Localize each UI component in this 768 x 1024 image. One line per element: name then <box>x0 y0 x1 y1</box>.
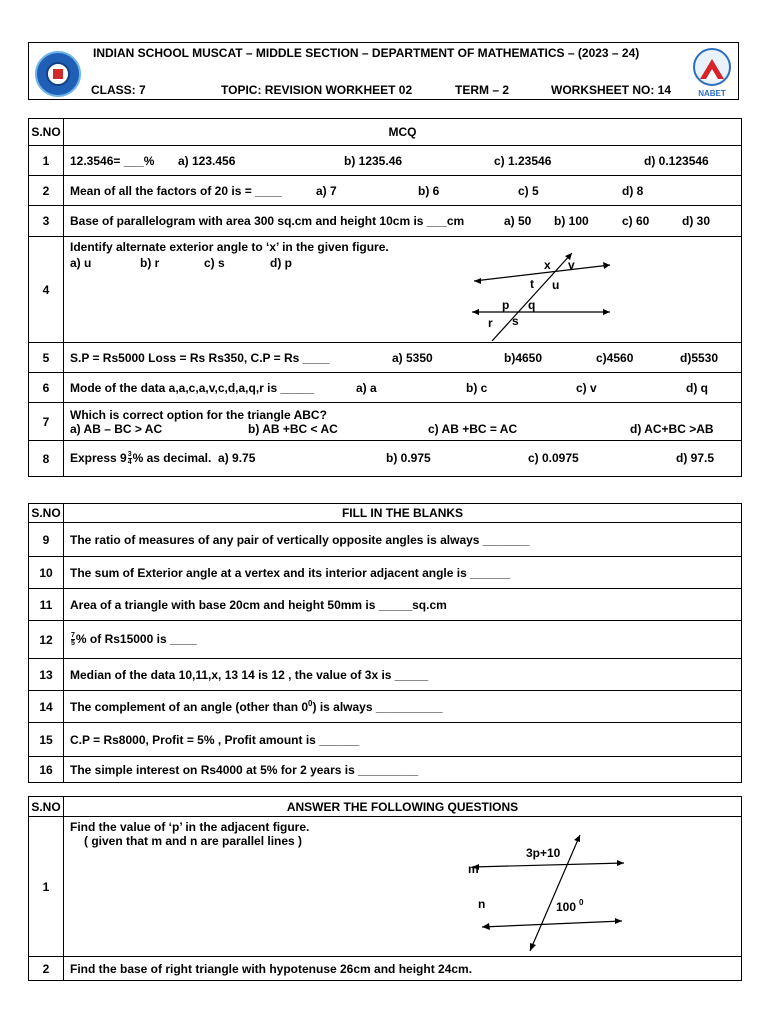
label-r: r <box>488 316 493 330</box>
transversal-figure <box>468 251 618 341</box>
class-label: CLASS: 7 <box>91 83 146 97</box>
answer-table <box>28 796 742 981</box>
topic-label: TOPIC: REVISION WORKHEET 02 <box>221 83 413 97</box>
table-row: 3 Base of parallelogram with area 300 sq.cm and height 10cm is ___cm a) 50 b) 100 c) 60 d) 30 <box>29 206 742 237</box>
table-row: 9 The ratio of measures of any pair of vertically opposite angles is always _______ <box>29 523 742 557</box>
table-row: 7 Which is correct option for the triangle ABC? a) AB – BC > AC b) AB +BC < AC c) AB +BC = AC d) AC+BC >AB <box>29 403 742 441</box>
label-p: p <box>502 298 510 312</box>
label-q: q <box>528 298 536 312</box>
table-row: 16 The simple interest on Rs4000 at 5% for 2 years is _________ <box>29 757 742 783</box>
sno-header: S.NO <box>29 504 64 523</box>
fill-title: FILL IN THE BLANKS <box>64 504 742 523</box>
table-row: 4 Identify alternate exterior angle to ‘x’ in the given figure. a) u b) r c) s d) p x v t u p q r s <box>29 237 742 343</box>
label-x: x <box>544 258 551 272</box>
sno-header: S.NO <box>29 119 64 146</box>
label-s: s <box>512 314 519 328</box>
term-label: TERM – 2 <box>455 83 510 97</box>
table-row: 15 C.P = Rs8000, Profit = 5% , Profit amount is ______ <box>29 723 742 757</box>
table-row: 12 $\frac{7}{5}$ % of Rs15000 is ____ <box>29 621 742 659</box>
mcq-title: MCQ <box>64 119 742 146</box>
table-row: 5 S.P = Rs5000 Loss = Rs Rs350, C.P = Rs ____ a) 5350 b)4650 c)4560 d)5530 <box>29 343 742 373</box>
table-row: 1 12.3546= ___% a) 123.456 b) 1235.46 c) 1.23546 d) 0.123546 <box>29 146 742 176</box>
table-row: 1 Find the value of ‘p’ in the adjacent figure. ( given that m and n are parallel lines ) 3p+10 m n 100 0 <box>29 817 742 957</box>
table-row: 10 The sum of Exterior angle at a vertex and its interior adjacent angle is ______ <box>29 557 742 589</box>
label-u: u <box>552 278 560 292</box>
table-row: 2 Find the base of right triangle with hypotenuse 26cm and height 24cm. <box>29 957 742 981</box>
table-row: 8 Express 9 $\frac{3}{4}$ % as decimal. a) 9.75 b) 0.975 c) 0.0975 d) 97.5 <box>29 441 742 477</box>
parallel-lines-figure <box>468 829 634 953</box>
table-row: 11 Area of a triangle with base 20cm and height 50mm is _____sq.cm <box>29 589 742 621</box>
table-row: 2 Mean of all the factors of 20 is = ____ a) 7 b) 6 c) 5 d) 8 <box>29 176 742 206</box>
worksheet-header <box>28 42 739 100</box>
worksheet-number: WORKSHEET NO: 14 <box>551 83 672 97</box>
table-row: 14 The complement of an angle (other than $0^0$) is always __________ <box>29 691 742 723</box>
label-n: n <box>478 897 486 911</box>
label-t: t <box>530 277 534 291</box>
label-m: m <box>468 862 479 876</box>
fill-blanks-table <box>28 503 742 783</box>
label-degree: 0 <box>579 898 584 907</box>
label-v: v <box>568 258 575 272</box>
answer-title: ANSWER THE FOLLOWING QUESTIONS <box>64 797 742 817</box>
nabet-logo-text: NABET <box>698 89 726 98</box>
table-row: 6 Mode of the data a,a,c,a,v,c,d,a,q,r is _____ a) a b) c c) v d) q <box>29 373 742 403</box>
nabet-logo <box>692 47 732 99</box>
school-title: INDIAN SCHOOL MUSCAT – MIDDLE SECTION – DEPARTMENT OF MATHEMATICS – (2023 – 24) <box>93 46 640 60</box>
table-row: 13 Median of the data 10,11,x, 13 14 is 12 , the value of 3x is _____ <box>29 659 742 691</box>
sno-header: S.NO <box>29 797 64 817</box>
school-logo <box>35 51 81 97</box>
label-expr: 3p+10 <box>526 846 561 860</box>
label-angle: 100 <box>556 900 577 914</box>
mcq-table <box>28 118 742 477</box>
